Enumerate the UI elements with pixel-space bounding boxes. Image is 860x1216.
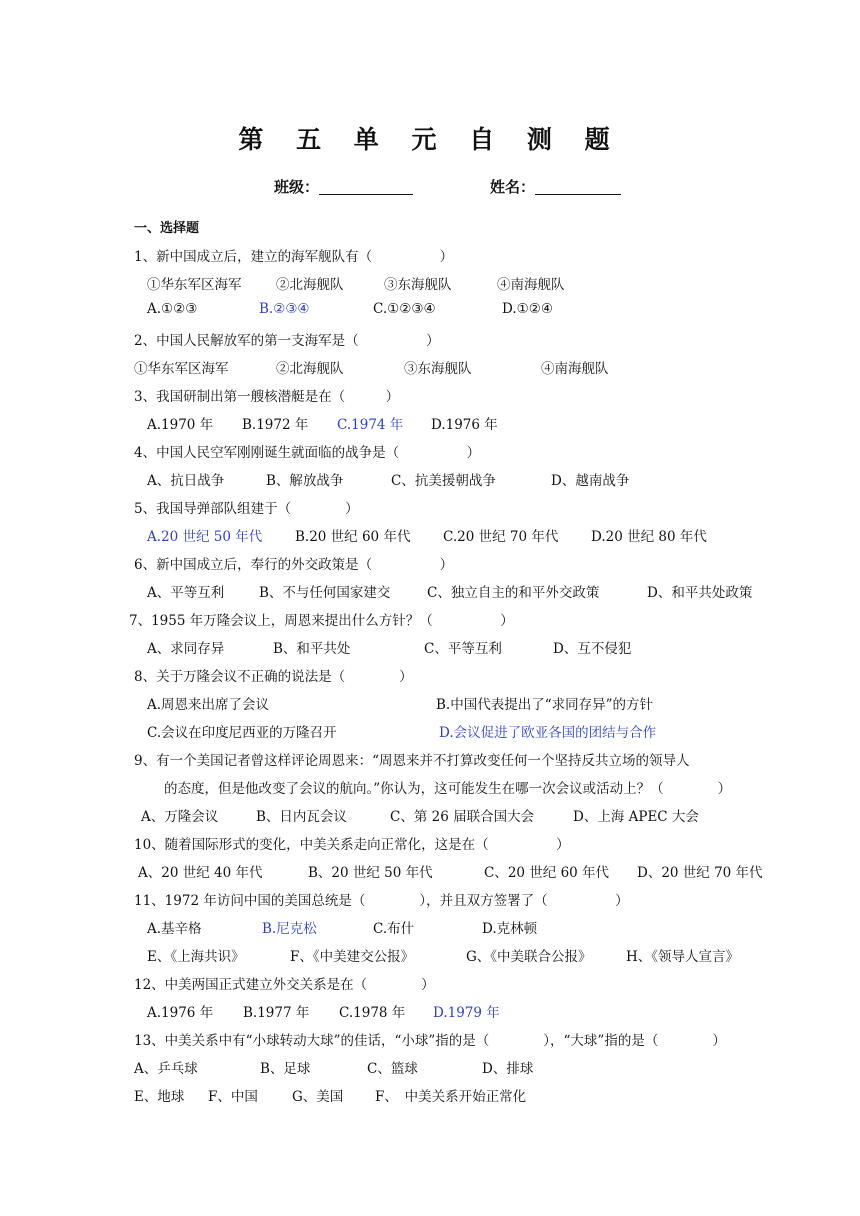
class-field [274, 176, 413, 197]
answer-option-highlighted: A.20 世纪 50 年代 [147, 529, 263, 545]
answer-option: H、《领导人宣言》 [626, 949, 740, 965]
answer-option: C.布什 [373, 921, 415, 937]
answer-option: D.20 世纪 80 年代 [591, 529, 707, 545]
answer-option: C.20 世纪 70 年代 [443, 529, 559, 545]
answer-option: G、美国 [292, 1089, 344, 1105]
answer-option: D.①②④ [502, 301, 553, 317]
answer-option: A.①②③ [147, 301, 198, 317]
answer-option: D、互不侵犯 [553, 641, 632, 657]
name-field [490, 176, 621, 197]
name-label: 姓名： [490, 178, 536, 196]
answer-option: A、万隆会议 [141, 809, 219, 825]
answer-option-highlighted: C.1974 年 [337, 417, 404, 433]
question-stem: 7、1955 年万隆会议上，周恩来提出什么方针？（ ） [129, 613, 514, 629]
list-item: ①华东军区海军 [147, 277, 242, 293]
answer-option: F、 中美关系开始正常化 [375, 1089, 527, 1105]
answer-option: C.1978 年 [339, 1005, 406, 1021]
question-stem: 11、1972 年访问中国的美国总统是（ ），并且双方签署了（ ） [134, 893, 629, 909]
answer-option: D、20 世纪 70 年代 [637, 865, 763, 881]
question-stem: 13、中美关系中有“小球转动大球”的佳话，“小球”指的是（ ），“大球”指的是（ ） [134, 1033, 726, 1049]
class-label: 班级： [274, 178, 320, 196]
name-blank [535, 178, 621, 195]
list-item: ④南海舰队 [541, 361, 609, 377]
question-stem: 3、我国研制出第一艘核潜艇是在（ ） [134, 389, 400, 405]
answer-option: A.1970 年 [147, 417, 214, 433]
question-stem: 12、中美两国正式建立外交关系是在（ ） [134, 977, 435, 993]
answer-option: B、20 世纪 50 年代 [308, 865, 433, 881]
question-stem: 8、关于万隆会议不正确的说法是（ ） [134, 669, 413, 685]
answer-option: A、平等互利 [147, 585, 225, 601]
answer-option: B、和平共处 [273, 641, 351, 657]
answer-option: A.基辛格 [147, 921, 202, 937]
list-item: ④南海舰队 [497, 277, 565, 293]
answer-option: B、日内瓦会议 [256, 809, 347, 825]
question-stem: 4、中国人民空军刚刚诞生就面临的战争是（ ） [134, 445, 481, 461]
answer-option: C、独立自主的和平外交政策 [427, 585, 600, 601]
question-stem: 10、随着国际形式的变化，中美关系走向正常化，这是在（ ） [134, 837, 570, 853]
answer-option: F、中国 [208, 1089, 258, 1105]
answer-option: D、和平共处政策 [647, 585, 753, 601]
answer-option: C、平等互利 [424, 641, 502, 657]
answer-option: C、第 26 届联合国大会 [390, 809, 535, 825]
answer-option: C、抗美援朝战争 [391, 473, 496, 489]
answer-option: A、乒乓球 [134, 1061, 198, 1077]
question-stem-continued: 的态度，但是他改变了会议的航向。”你认为，这可能发生在哪一次会议或活动上？（ ） [164, 781, 732, 797]
class-blank [319, 178, 413, 195]
answer-option-highlighted: D.1979 年 [433, 1005, 500, 1021]
answer-option: D.1976 年 [431, 417, 498, 433]
answer-option: E、《上海共识》 [147, 949, 245, 965]
answer-option: F、《中美建交公报》 [290, 949, 415, 965]
answer-option-highlighted: B.尼克松 [262, 921, 317, 937]
section-heading: 一、选择题 [134, 221, 200, 236]
answer-option: A、抗日战争 [147, 473, 225, 489]
answer-option-highlighted: D.会议促进了欧亚各国的团结与合作 [439, 725, 657, 741]
answer-option: D、上海 APEC 大会 [573, 809, 699, 825]
answer-option: A、20 世纪 40 年代 [138, 865, 263, 881]
question-stem: 9、有一个美国记者曾这样评论周恩来：“周恩来并不打算改变任何一个坚持反共立场的领导人 [134, 753, 690, 769]
answer-option: A、求同存异 [147, 641, 225, 657]
question-stem: 6、新中国成立后，奉行的外交政策是（ ） [134, 557, 454, 573]
answer-option: B.1977 年 [243, 1005, 310, 1021]
answer-option: B、足球 [260, 1061, 311, 1077]
answer-option: B.20 世纪 60 年代 [295, 529, 411, 545]
answer-option: C、20 世纪 60 年代 [484, 865, 610, 881]
answer-option: B、不与任何国家建交 [259, 585, 391, 601]
answer-option-highlighted: B.②③④ [259, 301, 310, 317]
answer-option: E、地球 [134, 1089, 185, 1105]
question-stem: 2、中国人民解放军的第一支海军是（ ） [134, 333, 440, 349]
answer-option: B.中国代表提出了“求同存异”的方针 [436, 697, 654, 713]
list-item: ③东海舰队 [404, 361, 472, 377]
question-stem: 5、我国导弹部队组建于（ ） [134, 501, 359, 517]
answer-option: A.1976 年 [147, 1005, 214, 1021]
list-item: ③东海舰队 [384, 277, 452, 293]
question-stem: 1、新中国成立后，建立的海军舰队有（ ） [134, 249, 454, 265]
answer-option: C.会议在印度尼西亚的万隆召开 [147, 725, 337, 741]
answer-option: D、越南战争 [551, 473, 630, 489]
answer-option: B.1972 年 [242, 417, 309, 433]
answer-option: A.周恩来出席了会议 [147, 697, 270, 713]
list-item: ①华东军区海军 [134, 361, 229, 377]
answer-option: D、排球 [482, 1061, 534, 1077]
answer-option: C、篮球 [367, 1061, 418, 1077]
answer-option: C.①②③④ [373, 301, 436, 317]
answer-option: B、解放战争 [266, 473, 344, 489]
list-item: ②北海舰队 [276, 277, 344, 293]
list-item: ②北海舰队 [276, 361, 344, 377]
page-title: 第 五 单 元 自 测 题 [238, 125, 622, 154]
answer-option: D.克林顿 [482, 921, 538, 937]
answer-option: G、《中美联合公报》 [466, 949, 592, 965]
